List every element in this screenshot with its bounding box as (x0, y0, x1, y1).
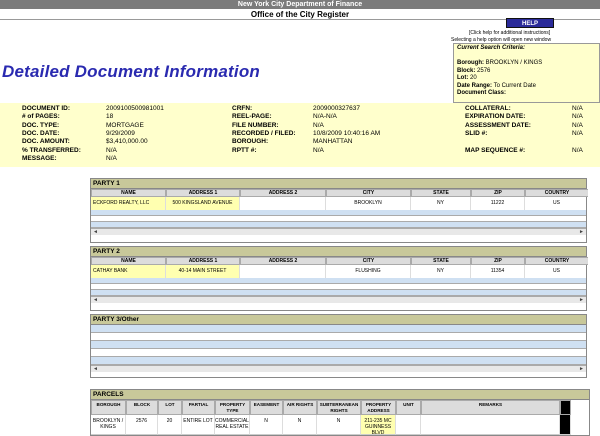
parcel-easement: N (250, 415, 283, 435)
pages-label: # of PAGES: (22, 113, 60, 121)
parcel-property-address: 211-235 MC GUINNESS BLVD (361, 415, 396, 435)
col-country: COUNTRY (525, 189, 588, 197)
party2-title: PARTY 2 (91, 247, 586, 257)
party1-panel (90, 178, 587, 243)
borough-value: MANHATTAN (313, 138, 353, 146)
party3-panel (90, 314, 587, 378)
party2-city: FLUSHING (326, 265, 411, 278)
parcel-lot: 20 (158, 415, 182, 435)
parcel-borough: BROOKLYN / KINGS (91, 415, 126, 435)
table-row (91, 265, 586, 278)
criteria-lot: Lot: 20 (457, 75, 477, 81)
assessment-date-label: ASSESSMENT DATE: (465, 121, 531, 129)
parcel-remarks (421, 415, 560, 435)
scroll-right-icon[interactable]: ► (579, 229, 584, 235)
collateral-value: N/A (572, 105, 583, 112)
help-button[interactable]: HELP (506, 18, 554, 28)
col-address2: ADDRESS 2 (240, 257, 326, 265)
party1-header-row (91, 189, 586, 197)
doc-id-label: DOCUMENT ID: (22, 105, 71, 112)
doc-date-value: 9/29/2009 (106, 129, 135, 137)
col-borough: BOROUGH (91, 400, 126, 415)
col-unit: UNIT (396, 400, 421, 415)
crfn-value: 2009000327637 (313, 105, 360, 112)
department-name: New York City Department of Finance (0, 0, 600, 9)
party2-zip: 11354 (471, 265, 525, 278)
col-lot: LOT (158, 400, 182, 415)
col-address1: ADDRESS 1 (166, 189, 240, 197)
parcels-header-row (91, 400, 589, 415)
parcel-air-rights: N (283, 415, 317, 435)
party3-title: PARTY 3/Other (91, 315, 586, 325)
criteria-document-class: Document Class: (457, 90, 507, 96)
col-remarks: REMARKS (421, 400, 560, 415)
scroll-right-icon[interactable]: ► (579, 297, 584, 303)
criteria-block: Block: 2576 (457, 67, 491, 74)
crfn-label: CRFN: (232, 105, 253, 112)
table-row (91, 415, 589, 435)
doc-id-value: 2009100500981001 (106, 105, 164, 112)
parcel-unit (396, 415, 421, 435)
expiration-date-label: EXPIRATION DATE: (465, 113, 526, 121)
empty-row (91, 325, 586, 333)
col-country: COUNTRY (525, 257, 588, 265)
party1-zip: 11222 (471, 197, 525, 210)
scroll-left-icon[interactable]: ◄ (93, 366, 98, 372)
expiration-date-value: N/A (572, 113, 583, 121)
party2-panel (90, 246, 587, 311)
message-value: N/A (106, 154, 117, 162)
vertical-scrollbar[interactable] (560, 415, 571, 435)
scroll-right-icon[interactable]: ► (579, 366, 584, 372)
scroll-left-icon[interactable]: ◄ (93, 297, 98, 303)
party2-address1: 40-14 MAIN STREET (166, 265, 240, 278)
empty-row (91, 357, 586, 365)
horizontal-scrollbar[interactable] (91, 296, 586, 303)
horizontal-scrollbar[interactable] (91, 365, 586, 372)
document-info-panel (0, 103, 600, 167)
empty-row (91, 333, 586, 341)
slid-label: SLID #: (465, 129, 488, 137)
doc-type-label: DOC. TYPE: (22, 121, 60, 129)
rptt-label: RPTT #: (232, 146, 257, 154)
criteria-borough: Borough: BROOKLYN / KINGS (457, 60, 543, 66)
scrollbar-corner (560, 400, 571, 415)
col-address2: ADDRESS 2 (240, 189, 326, 197)
party2-country: US (553, 268, 560, 274)
table-row (91, 197, 586, 210)
parcel-property-type: COMMERCIAL REAL ESTATE (215, 415, 250, 435)
collateral-label: COLLATERAL: (465, 105, 511, 112)
col-city: CITY (326, 189, 411, 197)
col-city: CITY (326, 257, 411, 265)
party2-address2 (240, 265, 326, 278)
recorded-value: 10/8/2009 10:40:16 AM (313, 129, 381, 137)
col-air-rights: AIR RIGHTS (283, 400, 317, 415)
party2-header-row (91, 257, 586, 265)
doc-type-value: MORTGAGE (106, 121, 144, 129)
reel-page-value: N/A-N/A (313, 113, 337, 121)
parcel-block: 2576 (126, 415, 158, 435)
col-zip: ZIP (471, 257, 525, 265)
reel-page-label: REEL-PAGE: (232, 113, 272, 121)
col-name: NAME (91, 257, 166, 265)
party1-state: NY (411, 197, 471, 210)
parcels-title: PARCELS (91, 390, 589, 400)
message-label: MESSAGE: (22, 154, 57, 162)
assessment-date-value: N/A (572, 121, 583, 129)
help-instructions-note: [Click help for additional instructions] (469, 30, 551, 36)
party1-title: PARTY 1 (91, 179, 586, 189)
map-sequence-value: N/A (572, 146, 583, 154)
file-number-value: N/A (313, 121, 324, 129)
col-address1: ADDRESS 1 (166, 257, 240, 265)
col-property-address: PROPERTY ADDRESS (361, 400, 396, 415)
party2-name: CATHAY BANK (91, 265, 166, 278)
col-state: STATE (411, 257, 471, 265)
empty-row (91, 341, 586, 349)
parcel-subterranean-rights: N (317, 415, 361, 435)
top-banner (0, 0, 600, 20)
slid-value: N/A (572, 129, 583, 137)
doc-amount-label: DOC. AMOUNT: (22, 138, 70, 146)
file-number-label: FILE NUMBER: (232, 121, 279, 129)
party2-state: NY (411, 265, 471, 278)
doc-amount-value: $3,410,000.00 (106, 138, 148, 146)
horizontal-scrollbar[interactable] (91, 228, 586, 235)
col-subterranean-rights: SUBTERRANEAN RIGHTS (317, 400, 361, 415)
col-name: NAME (91, 189, 166, 197)
col-zip: ZIP (471, 189, 525, 197)
scroll-left-icon[interactable]: ◄ (93, 229, 98, 235)
transferred-value: N/A (106, 146, 117, 154)
empty-row (91, 349, 586, 357)
party1-address2 (240, 197, 326, 210)
col-block: BLOCK (126, 400, 158, 415)
party1-city: BROOKLYN (326, 197, 411, 210)
parcel-partial: ENTIRE LOT (182, 415, 215, 435)
help-window-note: Selecting a help option will open new window (451, 37, 552, 43)
map-sequence-label: MAP SEQUENCE #: (465, 146, 526, 154)
col-easement: EASEMENT (250, 400, 283, 415)
criteria-date-range: Date Range: To Current Date (457, 82, 536, 89)
party1-address1: 500 KINGSLAND AVENUE (166, 197, 240, 210)
transferred-label: % TRANSFERRED: (22, 146, 81, 154)
party1-country: US (553, 200, 560, 206)
col-property-type: PROPERTY TYPE (215, 400, 250, 415)
doc-date-label: DOC. DATE: (22, 129, 60, 137)
criteria-title: Current Search Criteria: (457, 45, 526, 51)
rptt-value: N/A (313, 146, 324, 154)
recorded-label: RECORDED / FILED: (232, 129, 296, 137)
borough-label: BOROUGH: (232, 138, 269, 146)
pages-value: 18 (106, 113, 114, 121)
parcels-panel (90, 389, 590, 436)
col-partial: PARTIAL (182, 400, 215, 415)
party1-name: ECKFORD REALTY, LLC (91, 197, 166, 210)
office-name: Office of the City Register (0, 9, 600, 20)
col-state: STATE (411, 189, 471, 197)
search-criteria-box (453, 43, 600, 103)
page-title: Detailed Document Information (2, 62, 260, 81)
